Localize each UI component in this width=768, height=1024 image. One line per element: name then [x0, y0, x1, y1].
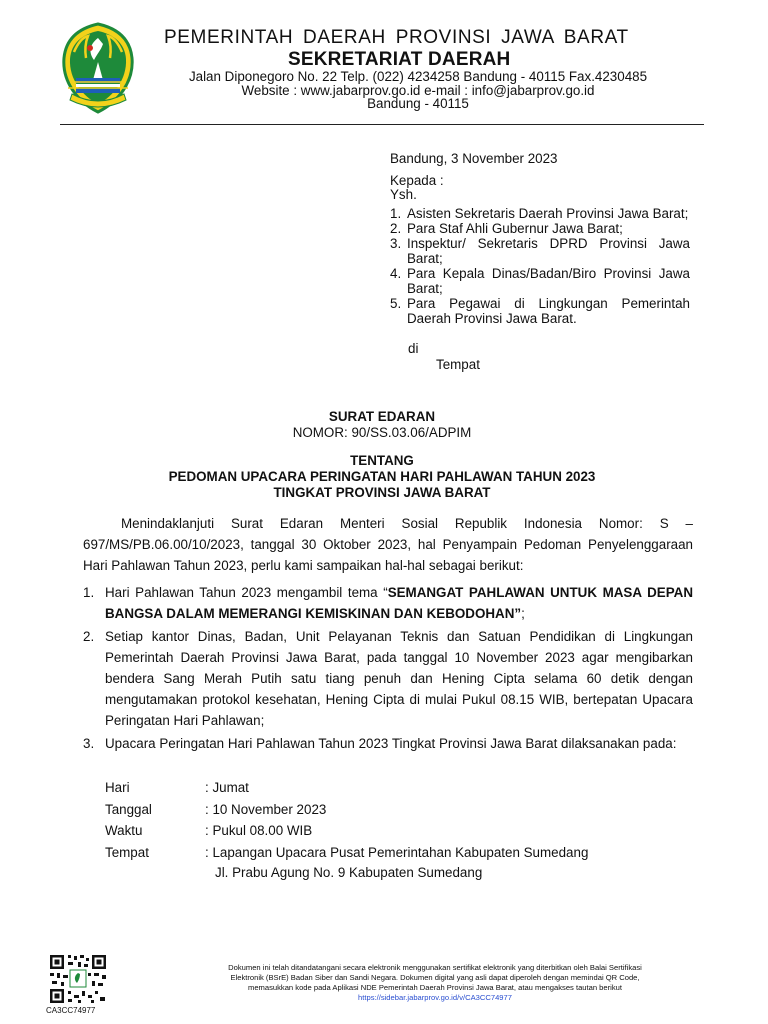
instruction-item-1: 1. Hari Pahlawan Tahun 2023 mengambil tema “SEMANGAT PAHLAWAN UNTUK MASA DEPAN BANGSA DALAM MEMERANGI KEMISKINAN DAN KEBODOHAN”; [83, 585, 693, 621]
document-number: NOMOR: 90/SS.03.06/ADPIM [292, 425, 472, 440]
instruction-item-3: 3. Upacara Peringatan Hari Pahlawan Tahun 2023 Tingkat Provinsi Jawa Barat dilaksanakan pada: [83, 736, 677, 751]
recipient-list [390, 206, 690, 326]
recipient-item: 3. Inspektur/ Sekretaris DPRD Provinsi Jawa Barat; [390, 236, 690, 266]
header-website: Website : www.jabarprov.go.id e-mail : info@jabarprov.go.id [241, 83, 595, 98]
intro-paragraph: Menindaklanjuti Surat Edaran Menteri Sosial Republik Indonesia Nomor: S – 697/MS/PB.06.00/10/2023, tanggal 30 Oktober 2023, hal Penyampain Pedoman Penyelenggaraan Hari Pahlawan Tahun 2023, perlu kami sampaikan hal-hal sebagai berikut: [83, 516, 693, 573]
subject-line-2: TINGKAT PROVINSI JAWA BARAT [273, 485, 491, 500]
header-address: Jalan Diponegoro No. 22 Telp. (022) 4234258 Bandung - 40115 Fax.4230485 [188, 69, 648, 84]
footer-disclaimer-3: memasukkan kode pada Aplikasi NDE Pemerintah Daerah Provinsi Jawa Barat, atau mengakses tautan berikut [248, 983, 622, 992]
qr-code-icon[interactable] [48, 953, 108, 1005]
instruction-list [83, 582, 693, 756]
recipient-item: 2. Para Staf Ahli Gubernur Jawa Barat; [390, 221, 623, 236]
tempat-label: Tempat [436, 357, 480, 372]
verification-link[interactable]: https://sidebar.jabarprov.go.id/v/CA3CC74977 [358, 993, 512, 1002]
header-divider [60, 124, 704, 125]
schedule-row: Tempat : Lapangan Upacara Pusat Pemerintahan Kabupaten Sumedang [105, 844, 589, 860]
header-secretariat: SEKRETARIAT DAERAH [288, 49, 511, 70]
subject-line-1: PEDOMAN UPACARA PERINGATAN HARI PAHLAWAN TAHUN 2023 [168, 469, 596, 484]
schedule-row: Tanggal : 10 November 2023 [105, 801, 327, 817]
recipient-item: 1. Asisten Sekretaris Daerah Provinsi Jawa Barat; [390, 206, 689, 221]
instruction-item-2: 2. Setiap kantor Dinas, Badan, Unit Pelayanan Teknis dan Satuan Pendidikan di Lingkungan Pemerintah Daerah Provinsi Jawa Barat, pada tanggal 10 November 2023 agar mengibarkan bendera Sang Merah Putih satu tiang penuh dan Hening Cipta selama 60 detik dengan mengutamakan protokol kesehatan, Hening Cipta di mulai Pukul 08.15 WIB, bertepatan Upacara Peringatan Hari Pahlawan; [83, 629, 693, 728]
theme-text: SEMANGAT PAHLAWAN UNTUK MASA DEPAN BANGSA DALAM MEMERANGI KEMISKINAN DAN KEBODOHAN” [105, 585, 693, 621]
header-government-name: PEMERINTAH DAERAH PROVINSI JAWA BARAT [164, 27, 629, 48]
header-city: Bandung - 40115 [367, 96, 469, 111]
kepada-label: Kepada : [390, 173, 444, 188]
qr-code-label: CA3CC74977 [46, 1006, 96, 1015]
venue-address: Jl. Prabu Agung No. 9 Kabupaten Sumedang [215, 865, 483, 880]
di-label: di [408, 341, 419, 356]
schedule-row: Hari : Jumat [105, 780, 249, 795]
provincial-logo-icon [60, 22, 136, 114]
letter-date: Bandung, 3 November 2023 [390, 151, 558, 166]
document-type: SURAT EDARAN [328, 409, 436, 424]
footer-disclaimer-2: Elektronik (BSrE) Badan Siber dan Sandi Negara. Dokumen digital yang asli dapat diperoleh dengan memindai QR Code, [230, 973, 640, 982]
ysh-label: Ysh. [390, 187, 417, 202]
tentang-label: TENTANG [350, 453, 414, 468]
schedule-row: Waktu : Pukul 08.00 WIB [105, 823, 313, 838]
ceremony-schedule [105, 777, 588, 863]
recipient-item: 4. Para Kepala Dinas/Badan/Biro Provinsi Jawa Barat; [390, 266, 690, 296]
footer-disclaimer-1: Dokumen ini telah ditandatangani secara elektronik menggunakan sertifikat elektronik yang diterbitkan oleh Balai Sertifikasi [228, 963, 642, 972]
recipient-item: 5. Para Pegawai di Lingkungan Pemerintah Daerah Provinsi Jawa Barat. [390, 296, 690, 326]
